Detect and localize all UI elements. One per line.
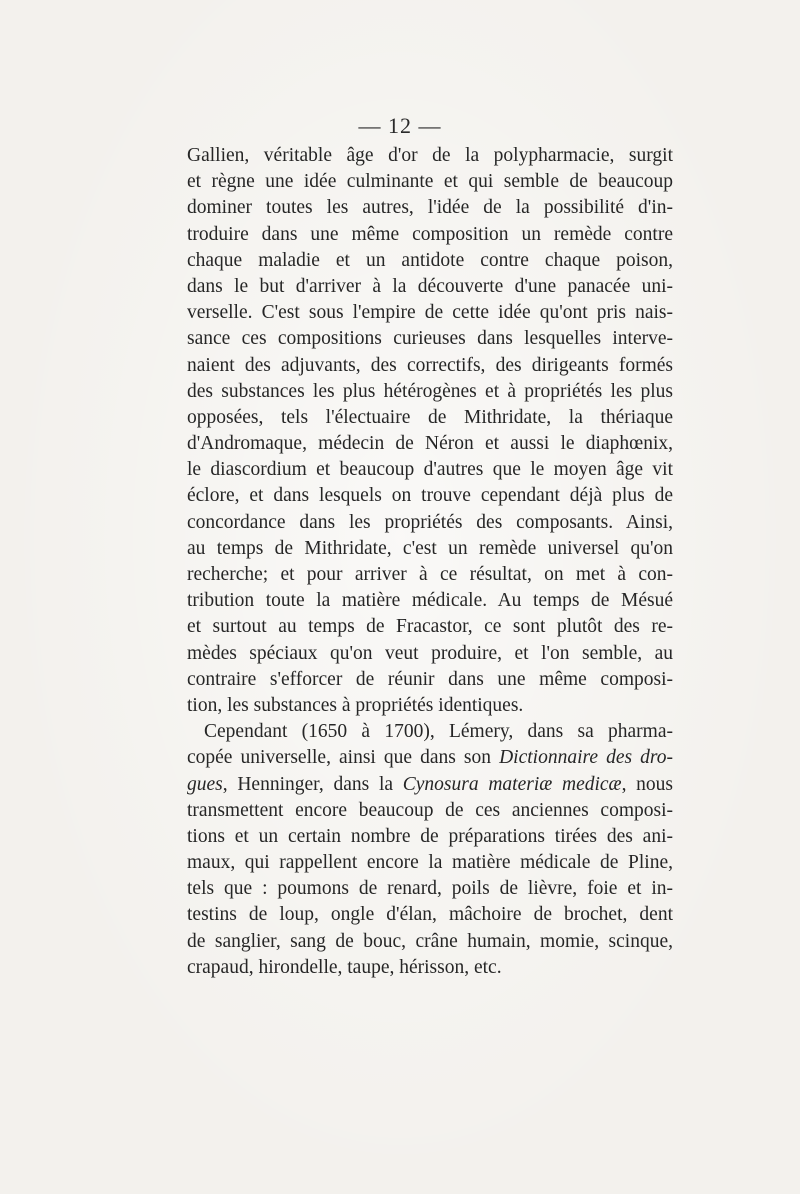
text-line: crapaud, hirondelle, taupe, hérisson, etc. xyxy=(187,956,502,978)
text-line: tels que : poumons de renard, poils de lièvre, foie et in- xyxy=(187,878,673,900)
paragraph-2 xyxy=(187,719,673,981)
text-line: verselle. C'est sous l'empire de cette idée qu'ont pris nais- xyxy=(187,302,673,324)
text-run: , Henninger, dans la xyxy=(222,773,403,795)
text-line: troduire dans une même composition un remède contre xyxy=(187,223,673,245)
text-line: chaque maladie et un antidote contre chaque poison, xyxy=(187,249,673,271)
text-line: opposées, tels l'électuaire de Mithridate, la thériaque xyxy=(187,406,673,428)
text-line: tions et un certain nombre de préparations tirées des ani- xyxy=(187,825,673,847)
text-line: d'Andromaque, médecin de Néron et aussi le diaphœnix, xyxy=(187,433,673,455)
text-line: dominer toutes les autres, l'idée de la possibilité d'in- xyxy=(187,197,673,219)
text-line: maux, qui rappellent encore la matière médicale de Pline, xyxy=(187,852,673,874)
text-line: naient des adjuvants, des correctifs, des dirigeants formés xyxy=(187,354,673,376)
text-line: transmettent encore beaucoup de ces anciennes composi- xyxy=(187,799,673,821)
text-line: tribution toute la matière médicale. Au temps de Mésué xyxy=(187,590,673,612)
text-line: dans le but d'arriver à la découverte d'une panacée uni- xyxy=(187,275,673,297)
text-line: au temps de Mithridate, c'est un remède universel qu'on xyxy=(187,537,673,559)
book-title-italic: gues xyxy=(187,773,223,795)
text-line: testins de loup, ongle d'élan, mâchoire de brochet, dent xyxy=(187,904,673,926)
text-line: recherche; et pour arriver à ce résultat, on met à con- xyxy=(187,564,673,585)
text-line: et surtout au temps de Fracastor, ce sont plutôt des re- xyxy=(187,616,673,638)
book-title-italic: Dictionnaire des dro- xyxy=(499,747,673,769)
text-run: , nous xyxy=(621,773,674,795)
text-line: le diascordium et beaucoup d'autres que le moyen âge vit xyxy=(187,459,673,481)
text-line: contraire s'efforcer de réunir dans une même composi- xyxy=(187,668,673,690)
page-number: — 12 — xyxy=(358,113,442,138)
text-line: concordance dans les propriétés des composants. Ainsi, xyxy=(187,511,673,533)
text-line: sance ces compositions curieuses dans lesquelles interve- xyxy=(187,328,673,350)
text-line xyxy=(187,772,673,798)
text-line: et règne une idée culminante et qui semble de beaucoup xyxy=(187,171,673,193)
text-line: des substances les plus hétérogènes et à propriétés les plus xyxy=(187,380,673,402)
text-run: copée universelle, ainsi que dans son xyxy=(187,747,500,769)
text-line: de sanglier, sang de bouc, crâne humain, momie, scinque, xyxy=(187,930,673,952)
text-line: mèdes spéciaux qu'on veut produire, et l'on semble, au xyxy=(187,642,673,664)
text-line: Cependant (1650 à 1700), Lémery, dans sa pharma- xyxy=(204,721,673,743)
paragraph-1 xyxy=(187,143,673,719)
text-line: tion, les substances à propriétés identiques. xyxy=(187,694,524,716)
text-line: éclore, et dans lesquels on trouve cependant déjà plus de xyxy=(187,485,673,507)
body-text xyxy=(187,143,673,981)
book-title-italic: Cynosura materiæ medicæ xyxy=(402,773,622,795)
text-line xyxy=(187,745,673,771)
text-line: Gallien, véritable âge d'or de la polypharmacie, surgit xyxy=(187,145,673,166)
